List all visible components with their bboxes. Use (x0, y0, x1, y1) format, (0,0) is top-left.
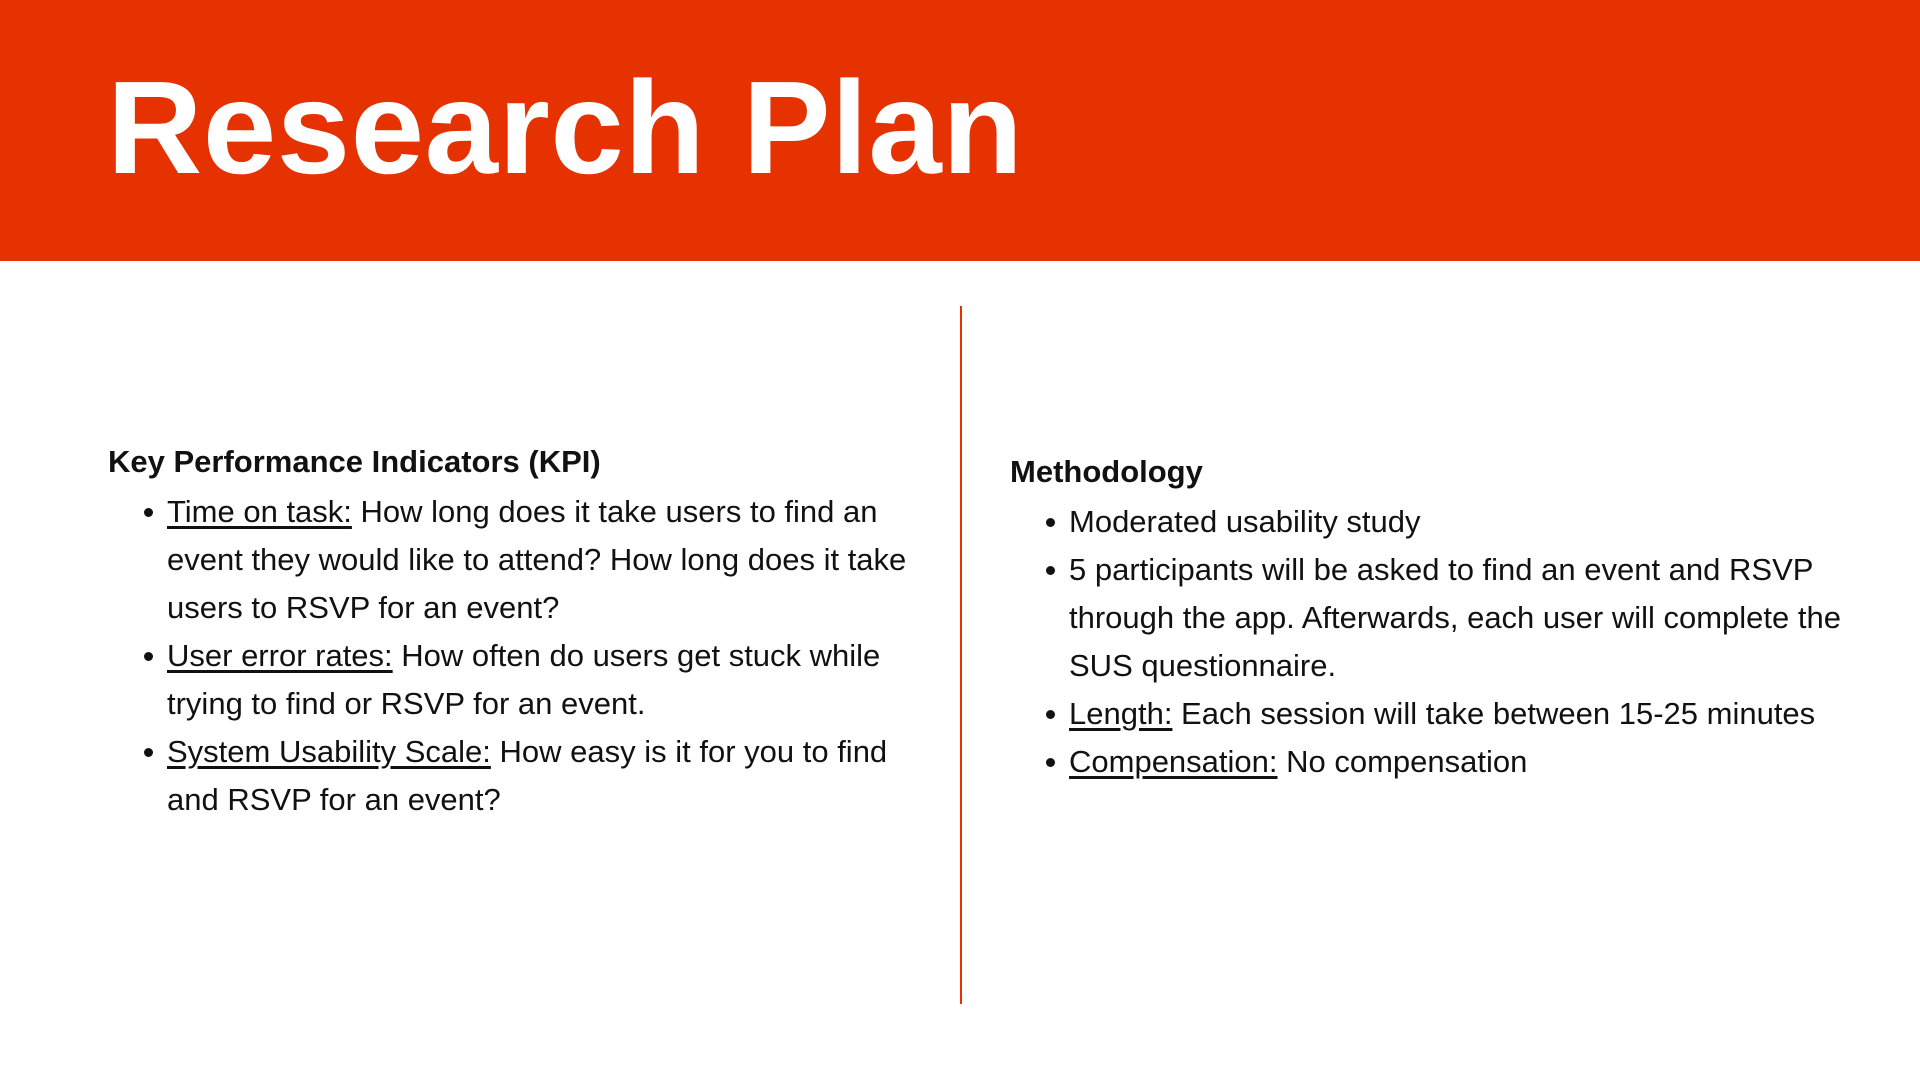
methodology-heading: Methodology (1010, 454, 1203, 489)
methodology-term: Length: (1069, 696, 1173, 731)
methodology-item-length (1010, 690, 1859, 738)
methodology-term: Compensation: (1069, 744, 1278, 779)
kpi-item-time-on-task (108, 488, 937, 632)
kpi-list (108, 488, 928, 824)
methodology-description: Each session will take between 15-25 minutes (1172, 696, 1816, 731)
methodology-list (1010, 498, 1841, 786)
bullet-icon (144, 748, 153, 757)
kpi-section (108, 440, 928, 824)
bullet-icon (1046, 758, 1055, 767)
kpi-description: How often do users get stuck while trying to find or RSVP for an event. (167, 638, 881, 721)
kpi-heading: Key Performance Indicators (KPI) (108, 444, 601, 479)
kpi-description: How long does it take users to find an event they would like to attend? How long does it take users to RSVP for an event? (167, 494, 907, 625)
column-divider (960, 306, 962, 1004)
kpi-item-system-usability-scale (108, 728, 937, 824)
bullet-icon (1046, 566, 1055, 575)
kpi-term: System Usability Scale: (167, 734, 491, 769)
page-title: Research Plan (107, 54, 1024, 201)
bullet-icon (1046, 518, 1055, 527)
methodology-description: 5 participants will be asked to find an event and RSVP through the app. Afterwards, each user will complete the SUS questionnaire. (1069, 552, 1841, 683)
methodology-item-participants (1010, 546, 1859, 690)
bullet-icon (144, 508, 153, 517)
methodology-description: Moderated usability study (1069, 504, 1421, 539)
kpi-term: Time on task: (167, 494, 352, 529)
kpi-description: How easy is it for you to find and RSVP for an event? (167, 734, 888, 817)
kpi-item-user-error-rates (108, 632, 937, 728)
methodology-section (1010, 450, 1841, 786)
title-banner (0, 0, 1920, 261)
methodology-description: No compensation (1277, 744, 1528, 779)
kpi-term: User error rates: (167, 638, 393, 673)
bullet-icon (144, 652, 153, 661)
methodology-item-study-type (1010, 498, 1859, 546)
bullet-icon (1046, 710, 1055, 719)
methodology-item-compensation (1010, 738, 1859, 786)
